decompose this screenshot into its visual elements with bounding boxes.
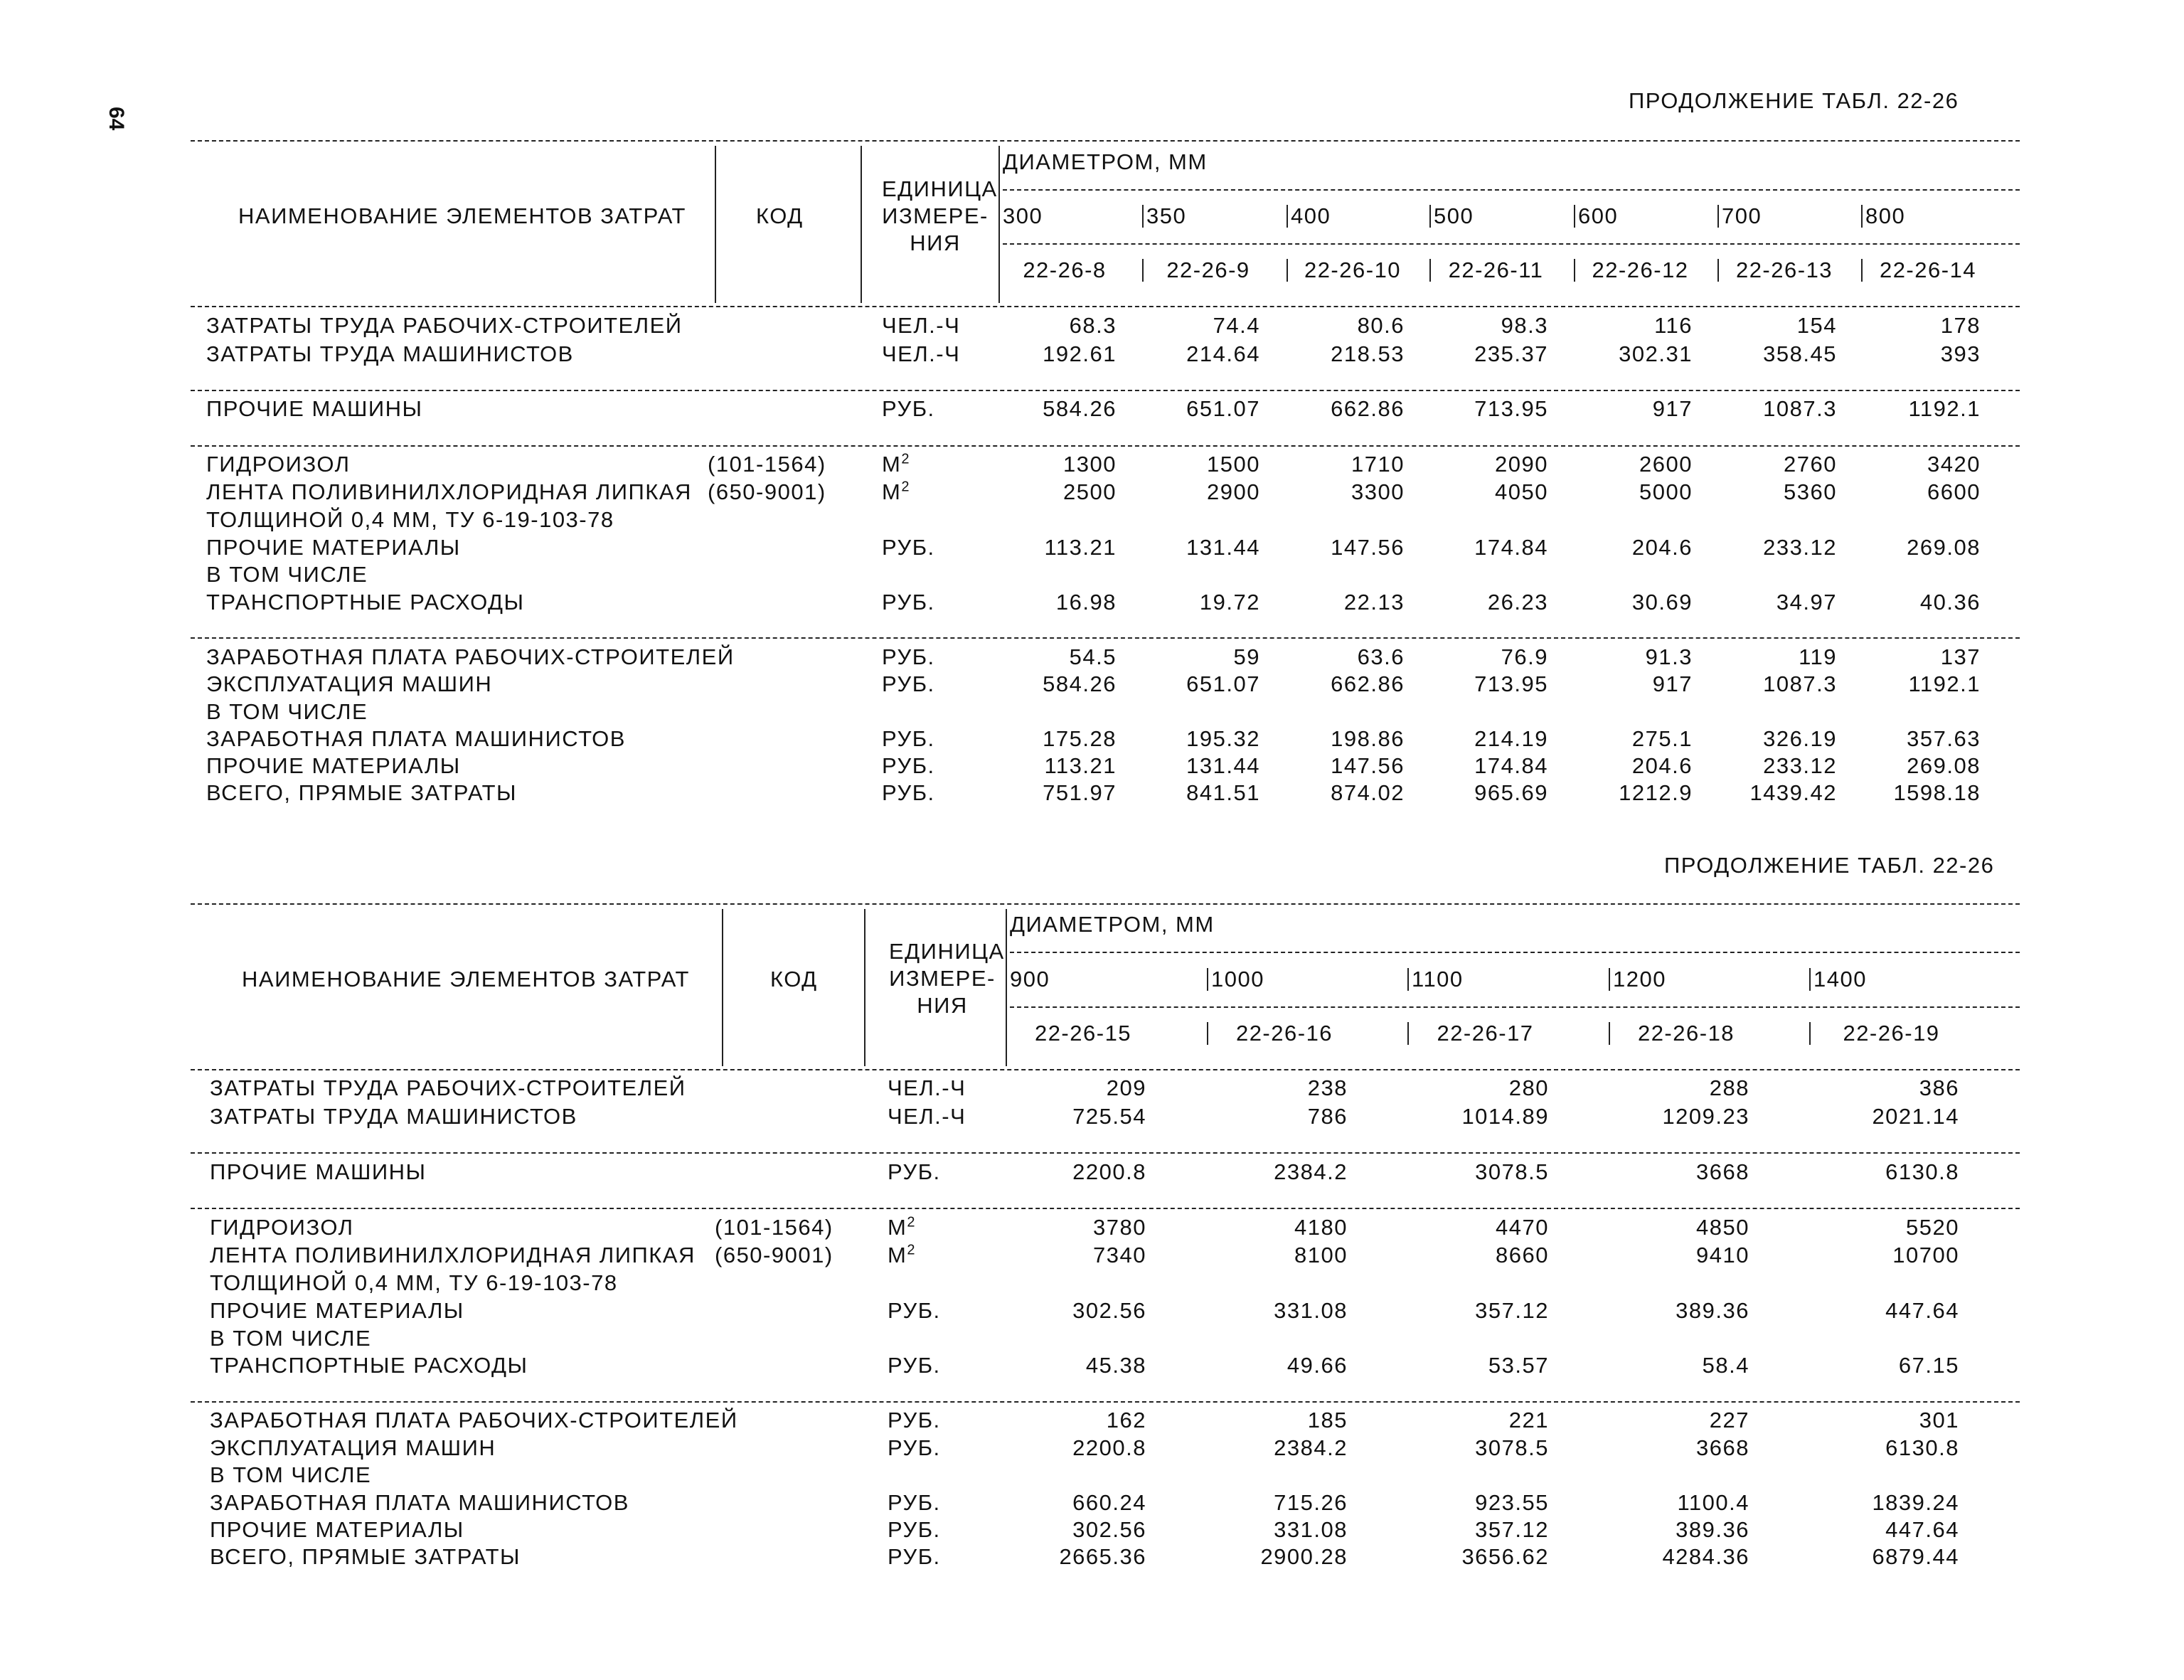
row-value: 326.19	[1763, 726, 1837, 751]
header-diameter: 700	[1722, 203, 1762, 228]
header-diameter: 300	[1003, 203, 1043, 228]
row-value: 1100.4	[1677, 1490, 1749, 1515]
row-name: ПРОЧИЕ МАШИНЫ	[210, 1159, 427, 1184]
header-table-code: 22-26-17	[1437, 1021, 1534, 1046]
row-value: 40.36	[1919, 590, 1981, 615]
row-value: 204.6	[1631, 753, 1693, 778]
row-value: 302.56	[1072, 1517, 1146, 1542]
row-value: 91.3	[1645, 644, 1693, 669]
row-value: 58.4	[1702, 1353, 1749, 1378]
row-value: 49.66	[1287, 1353, 1348, 1378]
row-value: 5000	[1639, 479, 1693, 504]
header-divider	[1809, 968, 1811, 991]
row-name: В ТОМ ЧИСЛЕ	[206, 699, 368, 724]
row-code: (650-9001)	[708, 479, 826, 504]
row-name: ЗАТРАТЫ ТРУДА РАБОЧИХ-СТРОИТЕЛЕЙ	[210, 1075, 686, 1100]
row-value: 386	[1919, 1075, 1959, 1100]
row-name: ПРОЧИЕ МАТЕРИАЛЫ	[210, 1298, 464, 1323]
row-name: ЗАТРАТЫ ТРУДА МАШИНИСТОВ	[206, 341, 574, 366]
row-name: ВСЕГО, ПРЯМЫЕ ЗАТРАТЫ	[206, 780, 517, 805]
row-value: 874.02	[1331, 780, 1405, 805]
row-name: ПРОЧИЕ МАТЕРИАЛЫ	[206, 753, 461, 778]
row-value: 54.5	[1069, 644, 1117, 669]
row-value: 331.08	[1274, 1517, 1348, 1542]
table-top-rule	[191, 140, 2020, 142]
row-unit: РУБ.	[882, 644, 935, 669]
row-value: 275.1	[1631, 726, 1693, 751]
row-value: 26.23	[1487, 590, 1548, 615]
row-value: 923.55	[1475, 1490, 1549, 1515]
section-rule	[191, 1208, 2020, 1209]
continuation-title: ПРОДОЛЖЕНИЕ ТАБЛ. 22-26	[1629, 88, 1959, 113]
row-value: 302.56	[1072, 1298, 1146, 1323]
row-value: 1087.3	[1763, 396, 1837, 421]
row-value: 6130.8	[1885, 1435, 1959, 1460]
header-code-column: КОД	[756, 203, 804, 228]
header-divider	[1609, 1022, 1610, 1045]
unit-superscript: 2	[907, 1242, 916, 1258]
row-value: 7340	[1093, 1243, 1146, 1267]
header-divider	[1287, 205, 1288, 228]
row-unit: РУБ.	[882, 396, 935, 421]
row-value: 68.3	[1069, 313, 1117, 338]
header-rule	[1010, 952, 2020, 953]
header-table-code: 22-26-9	[1166, 257, 1250, 282]
header-diameter: 350	[1146, 203, 1187, 228]
header-diameter: 1100	[1412, 967, 1464, 991]
header-diameter: 1000	[1211, 967, 1264, 991]
row-value: 357.63	[1907, 726, 1981, 751]
row-value: 389.36	[1676, 1298, 1749, 1323]
row-value: 841.51	[1186, 780, 1260, 805]
row-value: 3780	[1093, 1215, 1146, 1240]
row-value: 113.21	[1044, 753, 1117, 778]
row-value: 4850	[1696, 1215, 1749, 1240]
row-value: 6130.8	[1885, 1159, 1959, 1184]
row-value: 389.36	[1676, 1517, 1749, 1542]
row-value: 447.64	[1885, 1517, 1959, 1542]
row-value: 195.32	[1186, 726, 1260, 751]
row-unit: ЧЕЛ.-Ч	[882, 341, 961, 366]
row-value: 4050	[1495, 479, 1548, 504]
header-divider	[1429, 259, 1431, 282]
row-value: 447.64	[1885, 1298, 1959, 1323]
row-value: 786	[1307, 1104, 1348, 1129]
header-table-code: 22-26-19	[1843, 1021, 1940, 1046]
row-value: 76.9	[1501, 644, 1548, 669]
row-unit: ЧЕЛ.-Ч	[888, 1104, 966, 1129]
header-unit-column-line: ЕДИНИЦА	[889, 939, 1005, 964]
header-divider	[1207, 968, 1208, 991]
row-name: ПРОЧИЕ МАШИНЫ	[206, 396, 423, 421]
header-unit-column-line: ИЗМЕРЕ-	[889, 966, 996, 991]
header-table-code: 22-26-14	[1879, 257, 1977, 282]
header-divider	[1142, 205, 1144, 228]
continuation-title: ПРОДОЛЖЕНИЕ ТАБЛ. 22-26	[1664, 853, 1995, 878]
header-divider	[1407, 968, 1409, 991]
row-value: 917	[1652, 671, 1693, 696]
row-name: ВСЕГО, ПРЯМЫЕ ЗАТРАТЫ	[210, 1544, 521, 1569]
row-unit: РУБ.	[888, 1408, 941, 1432]
row-unit: РУБ.	[888, 1298, 941, 1323]
section-rule	[191, 1152, 2020, 1154]
row-value: 6600	[1927, 479, 1981, 504]
row-name: ГИДРОИЗОЛ	[210, 1215, 354, 1240]
row-value: 131.44	[1186, 535, 1260, 560]
header-table-code: 22-26-10	[1304, 257, 1402, 282]
row-value: 1500	[1207, 452, 1260, 477]
row-code: (650-9001)	[715, 1243, 833, 1267]
row-value: 2384.2	[1274, 1435, 1348, 1460]
row-unit: ЧЕЛ.-Ч	[888, 1075, 966, 1100]
header-rule	[1003, 243, 2020, 245]
row-value: 174.84	[1474, 535, 1548, 560]
row-value: 751.97	[1043, 780, 1117, 805]
row-value: 2900.28	[1260, 1544, 1348, 1569]
row-value: 917	[1652, 396, 1693, 421]
row-value: 301	[1919, 1408, 1959, 1432]
header-divider	[1287, 259, 1288, 282]
header-divider	[1207, 1022, 1208, 1045]
row-value: 30.69	[1631, 590, 1693, 615]
row-name: ЗАРАБОТНАЯ ПЛАТА МАШИНИСТОВ	[210, 1490, 629, 1515]
row-value: 3078.5	[1475, 1159, 1549, 1184]
header-divider	[1717, 205, 1719, 228]
row-value: 1014.89	[1461, 1104, 1549, 1129]
row-value: 725.54	[1072, 1104, 1146, 1129]
header-divider	[861, 146, 862, 303]
row-value: 233.12	[1763, 535, 1837, 560]
row-unit: РУБ.	[888, 1544, 941, 1569]
row-value: 1209.23	[1662, 1104, 1749, 1129]
row-value: 269.08	[1907, 753, 1981, 778]
section-rule	[191, 390, 2020, 391]
row-value: 22.13	[1343, 590, 1405, 615]
row-value: 221	[1508, 1408, 1549, 1432]
row-value: 662.86	[1331, 396, 1405, 421]
row-value: 45.38	[1085, 1353, 1146, 1378]
row-value: 147.56	[1331, 753, 1405, 778]
header-name-column: НАИМЕНОВАНИЕ ЭЛЕМЕНТОВ ЗАТРАТ	[242, 967, 690, 991]
header-unit-column-line: ИЗМЕРЕ-	[882, 203, 989, 228]
row-value: 9410	[1696, 1243, 1749, 1267]
row-name: ЗАТРАТЫ ТРУДА РАБОЧИХ-СТРОИТЕЛЕЙ	[206, 313, 683, 338]
row-value: 280	[1508, 1075, 1549, 1100]
row-value: 1439.42	[1749, 780, 1837, 805]
section-rule	[191, 445, 2020, 447]
row-value: 74.4	[1213, 313, 1260, 338]
header-divider	[722, 909, 723, 1066]
row-value: 302.31	[1619, 341, 1693, 366]
section-rule	[191, 306, 2020, 307]
header-unit-column-line: ЕДИНИЦА	[882, 176, 998, 201]
row-value: 214.19	[1474, 726, 1548, 751]
row-value: 8660	[1496, 1243, 1549, 1267]
row-unit: РУБ.	[882, 590, 935, 615]
row-value: 80.6	[1357, 313, 1405, 338]
row-value: 209	[1106, 1075, 1146, 1100]
header-diameter: 1400	[1813, 967, 1867, 991]
row-value: 185	[1307, 1408, 1348, 1432]
header-divider	[1407, 1022, 1409, 1045]
row-value: 357.12	[1475, 1298, 1549, 1323]
row-value: 63.6	[1357, 644, 1405, 669]
header-diameter: 900	[1010, 967, 1050, 991]
row-value: 4180	[1294, 1215, 1348, 1240]
row-value: 2760	[1784, 452, 1837, 477]
row-value: 2900	[1207, 479, 1260, 504]
row-value: 3668	[1696, 1159, 1749, 1184]
header-rule	[1010, 1006, 2020, 1008]
row-value: 59	[1233, 644, 1260, 669]
header-rule	[1003, 189, 2020, 191]
row-value: 238	[1307, 1075, 1348, 1100]
row-name: ПРОЧИЕ МАТЕРИАЛЫ	[210, 1517, 464, 1542]
header-table-code: 22-26-18	[1637, 1021, 1735, 1046]
row-value: 119	[1799, 644, 1837, 669]
row-value: 147.56	[1331, 535, 1405, 560]
row-value: 660.24	[1072, 1490, 1146, 1515]
row-unit: $М^2$	[882, 451, 910, 477]
row-unit: $М^2$	[888, 1214, 916, 1240]
row-value: 154	[1796, 313, 1837, 338]
row-value: 4284.36	[1662, 1544, 1749, 1569]
row-value: 4470	[1496, 1215, 1549, 1240]
row-unit: РУБ.	[888, 1159, 941, 1184]
row-value: 1087.3	[1763, 671, 1837, 696]
row-name: ЗАРАБОТНАЯ ПЛАТА РАБОЧИХ-СТРОИТЕЛЕЙ	[210, 1408, 738, 1432]
row-value: 218.53	[1331, 341, 1405, 366]
row-value: 651.07	[1186, 671, 1260, 696]
header-unit-column-line: НИЯ	[917, 993, 968, 1018]
row-value: 5520	[1906, 1215, 1959, 1240]
row-name: В ТОМ ЧИСЛЕ	[210, 1462, 372, 1487]
page-number: 64	[105, 107, 128, 131]
row-value: 3078.5	[1475, 1435, 1549, 1460]
row-unit: РУБ.	[888, 1490, 941, 1515]
unit-superscript: 2	[901, 451, 910, 467]
header-divider	[1861, 259, 1863, 282]
header-divider	[1809, 1022, 1811, 1045]
row-name: В ТОМ ЧИСЛЕ	[210, 1326, 372, 1351]
row-value: 713.95	[1474, 671, 1548, 696]
row-value: 358.45	[1763, 341, 1837, 366]
header-divider	[1717, 259, 1719, 282]
row-value: 162	[1106, 1408, 1146, 1432]
row-value: 16.98	[1055, 590, 1117, 615]
row-unit: РУБ.	[888, 1435, 941, 1460]
row-value: 5360	[1784, 479, 1837, 504]
row-unit: ЧЕЛ.-Ч	[882, 313, 961, 338]
row-value: 204.6	[1631, 535, 1693, 560]
row-name: В ТОМ ЧИСЛЕ	[206, 562, 368, 587]
row-name: ЗАРАБОТНАЯ ПЛАТА РАБОЧИХ-СТРОИТЕЛЕЙ	[206, 644, 735, 669]
header-table-code: 22-26-11	[1448, 257, 1544, 282]
row-value: 10700	[1892, 1243, 1959, 1267]
header-diameter: 600	[1578, 203, 1619, 228]
row-value: 1192.1	[1908, 671, 1981, 696]
row-name: ЭКСПЛУАТАЦИЯ МАШИН	[206, 671, 493, 696]
row-value: 174.84	[1474, 753, 1548, 778]
header-divider	[1429, 205, 1431, 228]
row-unit: РУБ.	[882, 671, 935, 696]
row-value: 192.61	[1043, 341, 1117, 366]
header-name-column: НАИМЕНОВАНИЕ ЭЛЕМЕНТОВ ЗАТРАТ	[238, 203, 686, 228]
row-name: ЛЕНТА ПОЛИВИНИЛХЛОРИДНАЯ ЛИПКАЯ	[206, 479, 692, 504]
row-value: 34.97	[1776, 590, 1837, 615]
section-rule	[191, 637, 2020, 639]
header-divider	[1609, 968, 1610, 991]
table-top-rule	[191, 903, 2020, 905]
row-unit: РУБ.	[882, 780, 935, 805]
section-rule	[191, 1401, 2020, 1403]
header-divider	[1574, 259, 1575, 282]
row-value: 53.57	[1488, 1353, 1549, 1378]
row-unit: РУБ.	[882, 726, 935, 751]
row-name: ГИДРОИЗОЛ	[206, 452, 351, 477]
header-table-code: 22-26-8	[1023, 257, 1107, 282]
row-value: 288	[1709, 1075, 1749, 1100]
row-name: ТРАНСПОРТНЫЕ РАСХОДЫ	[206, 590, 525, 615]
row-value: 178	[1940, 313, 1981, 338]
row-value: 965.69	[1474, 780, 1548, 805]
header-divider	[864, 909, 865, 1066]
row-code: (101-1564)	[708, 452, 826, 477]
row-value: 713.95	[1474, 396, 1548, 421]
row-value: 1710	[1351, 452, 1405, 477]
row-value: 8100	[1294, 1243, 1348, 1267]
row-value: 2200.8	[1072, 1159, 1146, 1184]
row-unit: $М^2$	[888, 1242, 916, 1267]
header-diameter: 500	[1434, 203, 1474, 228]
row-value: 137	[1940, 644, 1981, 669]
row-value: 269.08	[1907, 535, 1981, 560]
row-name: ТРАНСПОРТНЫЕ РАСХОДЫ	[210, 1353, 528, 1378]
header-divider	[998, 259, 1000, 282]
row-value: 113.21	[1044, 535, 1117, 560]
row-value: 651.07	[1186, 396, 1260, 421]
row-value: 2384.2	[1274, 1159, 1348, 1184]
row-value: 67.15	[1898, 1353, 1959, 1378]
header-group-label: ДИАМЕТРОМ, ММ	[1010, 912, 1215, 937]
row-value: 1192.1	[1908, 396, 1981, 421]
header-table-code: 22-26-13	[1735, 257, 1833, 282]
unit-superscript: 2	[907, 1214, 916, 1230]
row-value: 715.26	[1274, 1490, 1348, 1515]
row-value: 3668	[1696, 1435, 1749, 1460]
header-divider	[1861, 205, 1863, 228]
row-value: 198.86	[1331, 726, 1405, 751]
row-unit: РУБ.	[882, 535, 935, 560]
row-value: 233.12	[1763, 753, 1837, 778]
row-name: ТОЛЩИНОЙ 0,4 ММ, ТУ 6-19-103-78	[206, 507, 614, 532]
row-value: 131.44	[1186, 753, 1260, 778]
row-name: ПРОЧИЕ МАТЕРИАЛЫ	[206, 535, 461, 560]
row-value: 214.64	[1186, 341, 1260, 366]
row-unit: РУБ.	[888, 1353, 941, 1378]
header-group-label: ДИАМЕТРОМ, ММ	[1003, 149, 1208, 174]
row-value: 1212.9	[1619, 780, 1693, 805]
row-code: (101-1564)	[715, 1215, 833, 1240]
row-value: 1839.24	[1872, 1490, 1959, 1515]
row-value: 3300	[1351, 479, 1405, 504]
header-diameter: 800	[1865, 203, 1906, 228]
row-value: 1598.18	[1893, 780, 1981, 805]
row-value: 227	[1709, 1408, 1749, 1432]
header-table-code: 22-26-15	[1034, 1021, 1132, 1046]
row-value: 6879.44	[1872, 1544, 1959, 1569]
header-diameter: 400	[1291, 203, 1331, 228]
row-name: ЭКСПЛУАТАЦИЯ МАШИН	[210, 1435, 496, 1460]
row-value: 584.26	[1043, 396, 1117, 421]
header-unit-column-line: НИЯ	[910, 230, 961, 255]
row-unit: $М^2$	[882, 479, 910, 504]
row-value: 2200.8	[1072, 1435, 1146, 1460]
row-value: 2600	[1639, 452, 1693, 477]
row-value: 3420	[1927, 452, 1981, 477]
header-divider	[1006, 1022, 1007, 1045]
row-name: ТОЛЩИНОЙ 0,4 ММ, ТУ 6-19-103-78	[210, 1270, 618, 1295]
header-code-column: КОД	[770, 967, 818, 991]
row-unit: РУБ.	[888, 1517, 941, 1542]
header-table-code: 22-26-16	[1235, 1021, 1333, 1046]
row-value: 584.26	[1043, 671, 1117, 696]
row-value: 357.12	[1475, 1517, 1549, 1542]
row-value: 393	[1940, 341, 1981, 366]
row-value: 2090	[1495, 452, 1548, 477]
row-value: 331.08	[1274, 1298, 1348, 1323]
section-rule	[191, 1069, 2020, 1070]
row-unit: РУБ.	[882, 753, 935, 778]
row-value: 2500	[1063, 479, 1117, 504]
row-value: 116	[1654, 313, 1693, 338]
header-table-code: 22-26-12	[1592, 257, 1689, 282]
row-value: 175.28	[1043, 726, 1117, 751]
row-value: 1300	[1063, 452, 1117, 477]
row-value: 2021.14	[1872, 1104, 1959, 1129]
row-name: ЗАРАБОТНАЯ ПЛАТА МАШИНИСТОВ	[206, 726, 626, 751]
row-value: 2665.36	[1059, 1544, 1146, 1569]
header-divider	[715, 146, 716, 303]
row-value: 235.37	[1474, 341, 1548, 366]
row-value: 662.86	[1331, 671, 1405, 696]
row-value: 3656.62	[1461, 1544, 1549, 1569]
row-name: ЗАТРАТЫ ТРУДА МАШИНИСТОВ	[210, 1104, 577, 1129]
row-value: 98.3	[1501, 313, 1548, 338]
row-value: 19.72	[1199, 590, 1260, 615]
header-divider	[1142, 259, 1144, 282]
row-name: ЛЕНТА ПОЛИВИНИЛХЛОРИДНАЯ ЛИПКАЯ	[210, 1243, 696, 1267]
header-diameter: 1200	[1613, 967, 1666, 991]
header-divider	[1574, 205, 1575, 228]
unit-superscript: 2	[901, 479, 910, 495]
